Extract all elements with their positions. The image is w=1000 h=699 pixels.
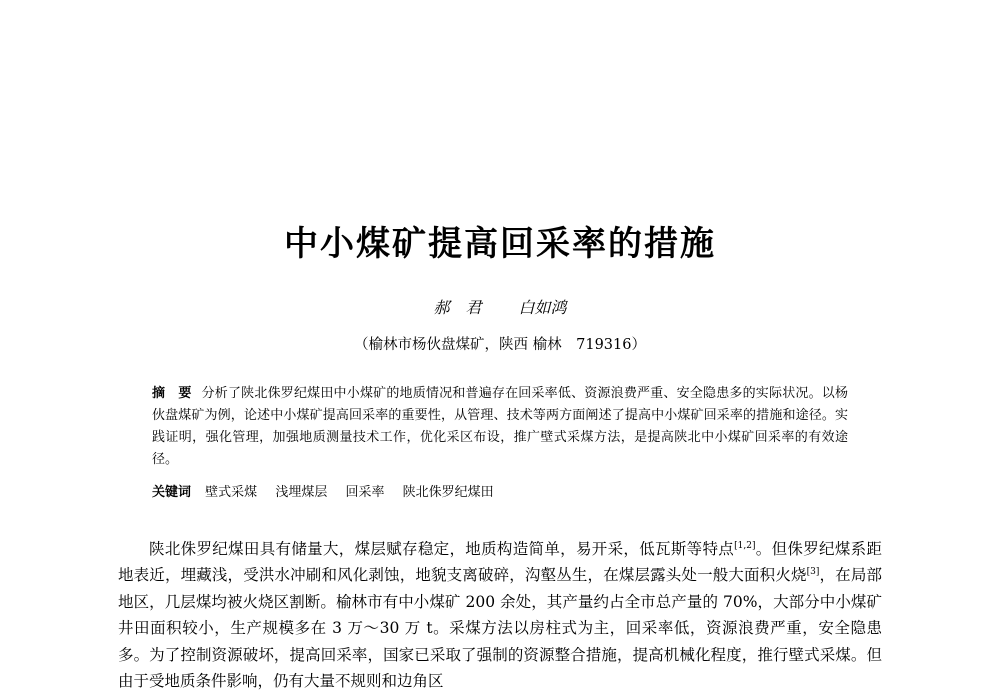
keywords-label: 关键词	[152, 485, 192, 500]
keyword-item: 回采率	[345, 485, 385, 500]
abstract-label: 摘 要	[152, 386, 192, 401]
paper-title: 中小煤矿提高回采率的措施	[284, 224, 716, 264]
abstract-text: 分析了陕北侏罗纪煤田中小煤矿的地质情况和普遍存在回采率低、资源浪费严重、安全隐患多的实际状况。以杨伙盘煤矿为例，论述中小煤矿提高回采率的重要性，从管理、技术等两方面阐述了提高中小煤矿回采率的措施和途径。实践证明，强化管理，加强地质测量技术工作，优化采区布设，推广壁式采煤方法，是提高陕北中小煤矿回采率的有效途径。	[152, 386, 848, 467]
author-name: 郝 君	[433, 298, 482, 317]
keywords-section	[152, 482, 848, 504]
keyword-item: 浅埋煤层	[275, 485, 328, 500]
citation-ref[interactable]: [1,2]	[734, 541, 756, 551]
keyword-item: 壁式采煤	[205, 485, 258, 500]
body-text-segment: 陕北侏罗纪煤田具有储量大，煤层赋存稳定，地质构造简单，易开采，低瓦斯等特点	[149, 540, 735, 558]
body-text-segment: 。但侏罗纪煤系距地表近，埋藏浅，受洪水冲刷和风化剥蚀，地貌支离破碎，沟壑丛生，在煤层露头处一般大面积火烧	[118, 540, 882, 585]
citation-ref[interactable]: [3]	[806, 567, 820, 578]
author-affiliation: （榆林市杨伙盘煤矿，陕西 榆林 719316）	[354, 337, 646, 353]
body-paragraph	[118, 536, 882, 694]
keyword-item: 陕北侏罗纪煤田	[402, 485, 494, 500]
author-list	[0, 297, 1000, 319]
body-text-segment: ，在局部地区，几层煤均被火烧区割断。榆林市有中小煤矿 200 余处，其产量约占全市总产量的 70%，大部分中小煤矿井田面积较小，生产规模多在 3 万～30 万 t。采煤方法以房柱式为主，回采率低，资源浪费严重，安全隐患多。为了控制资源破坏，提高回采率，国家已采取了强制的资源整合措施，提高机械化程度，推行壁式采煤。但由于受地质条件影响，仍有大量不规则和边角区	[118, 566, 882, 691]
author-name: 白如鸿	[518, 298, 567, 317]
abstract-section	[152, 383, 848, 471]
